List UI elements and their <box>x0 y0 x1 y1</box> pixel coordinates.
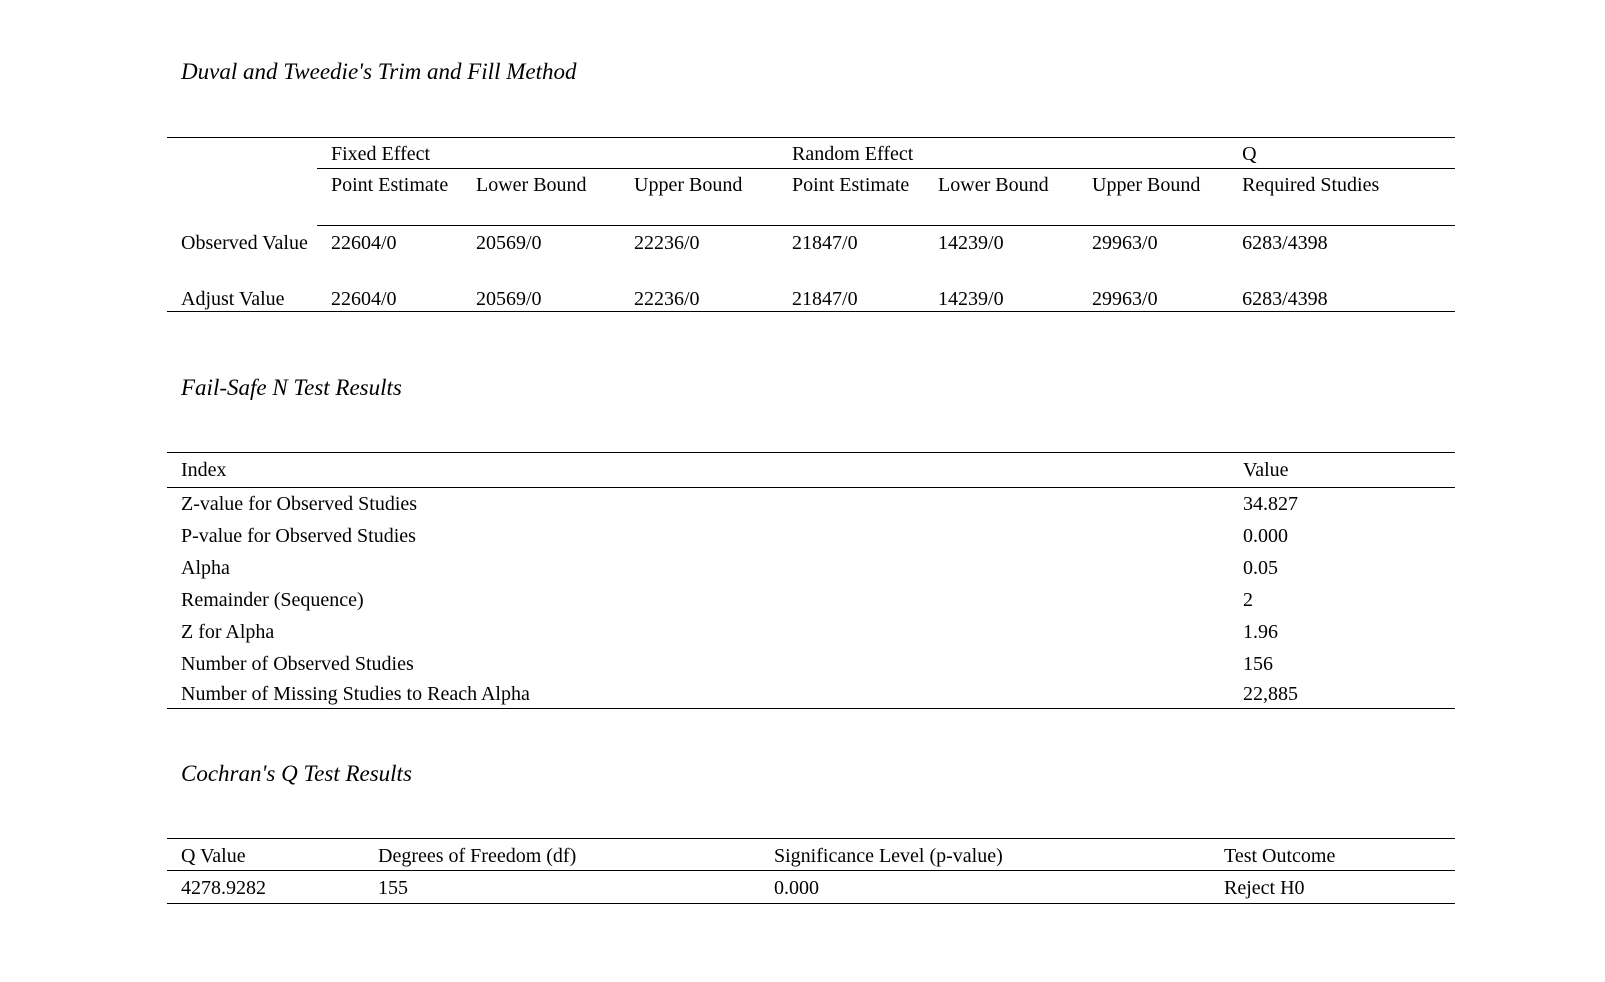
table-cell: 4278.9282 <box>167 871 364 904</box>
column-header: Q Value <box>167 839 364 871</box>
row-label: Adjust Value <box>167 282 317 312</box>
column-header: Upper Bound <box>1078 169 1228 226</box>
index-cell: Z-value for Observed Studies <box>181 493 418 515</box>
index-cell: Z for Alpha <box>181 621 275 643</box>
table-cell: 6283/4398 <box>1228 282 1455 312</box>
table-cell: 22604/0 <box>331 232 397 254</box>
table-row <box>167 616 1455 648</box>
column-header: Significance Level (p-value) <box>760 839 1210 871</box>
column-header: Upper Bound <box>620 169 778 226</box>
table-row <box>167 226 1455 283</box>
table-cell: 21847/0 <box>792 232 858 254</box>
table-cell: 29963/0 <box>1092 232 1158 254</box>
table-row <box>167 520 1455 552</box>
value-cell: 0.05 <box>1243 557 1278 579</box>
table-cell: 20569/0 <box>476 232 542 254</box>
corner-cell <box>167 138 317 169</box>
index-cell: P-value for Observed Studies <box>181 525 416 547</box>
value-cell: 34.827 <box>1243 493 1298 515</box>
column-header: Test Outcome <box>1210 839 1455 871</box>
trim-fill-table <box>167 137 1455 312</box>
value-cell: 2 <box>1243 589 1253 611</box>
table-cell: 22236/0 <box>634 232 700 254</box>
table-row <box>167 552 1455 584</box>
table-cell: 0.000 <box>760 871 1210 904</box>
column-header: Value <box>1229 453 1455 488</box>
table-row <box>167 282 1455 312</box>
table-row <box>167 871 1455 904</box>
row-label: Observed Value <box>181 231 308 254</box>
group-header-q: Q <box>1228 138 1455 169</box>
table-cell: 21847/0 <box>778 282 924 312</box>
table-row <box>167 680 1455 709</box>
group-header-random: Random Effect <box>778 138 1228 169</box>
table-cell: 29963/0 <box>1078 282 1228 312</box>
corner-cell <box>167 169 317 226</box>
table-cell: 155 <box>364 871 760 904</box>
column-header: Index <box>167 453 1229 488</box>
table-row <box>167 584 1455 616</box>
index-cell: Remainder (Sequence) <box>181 589 364 611</box>
fail-safe-table <box>167 452 1455 709</box>
value-cell: 156 <box>1243 653 1273 675</box>
column-header: Point Estimate <box>317 169 462 226</box>
column-header: Lower Bound <box>462 169 620 226</box>
table-cell: 22236/0 <box>620 282 778 312</box>
table-row <box>167 648 1455 680</box>
table-cell: 14239/0 <box>938 232 1004 254</box>
value-cell: 22,885 <box>1229 680 1455 709</box>
column-header: Degrees of Freedom (df) <box>364 839 760 871</box>
index-cell: Alpha <box>181 557 230 579</box>
table-cell: 20569/0 <box>462 282 620 312</box>
fail-safe-title: Fail-Safe N Test Results <box>181 375 402 400</box>
value-cell: 1.96 <box>1243 621 1278 643</box>
column-header: Lower Bound <box>924 169 1078 226</box>
cochran-q-title: Cochran's Q Test Results <box>181 761 412 786</box>
table-cell: 6283/4398 <box>1242 232 1328 254</box>
table-cell: Reject H0 <box>1210 871 1455 904</box>
column-header: Point Estimate <box>778 169 924 226</box>
index-cell: Number of Observed Studies <box>181 653 414 675</box>
group-header-fixed: Fixed Effect <box>317 138 778 169</box>
table-cell: 14239/0 <box>924 282 1078 312</box>
index-cell: Number of Missing Studies to Reach Alpha <box>167 680 1229 709</box>
table-row <box>167 488 1455 521</box>
column-header: Required Studies <box>1228 169 1455 226</box>
trim-fill-title: Duval and Tweedie's Trim and Fill Method <box>181 59 577 84</box>
cochran-q-table <box>167 838 1455 904</box>
value-cell: 0.000 <box>1243 525 1288 547</box>
table-cell: 22604/0 <box>317 282 462 312</box>
